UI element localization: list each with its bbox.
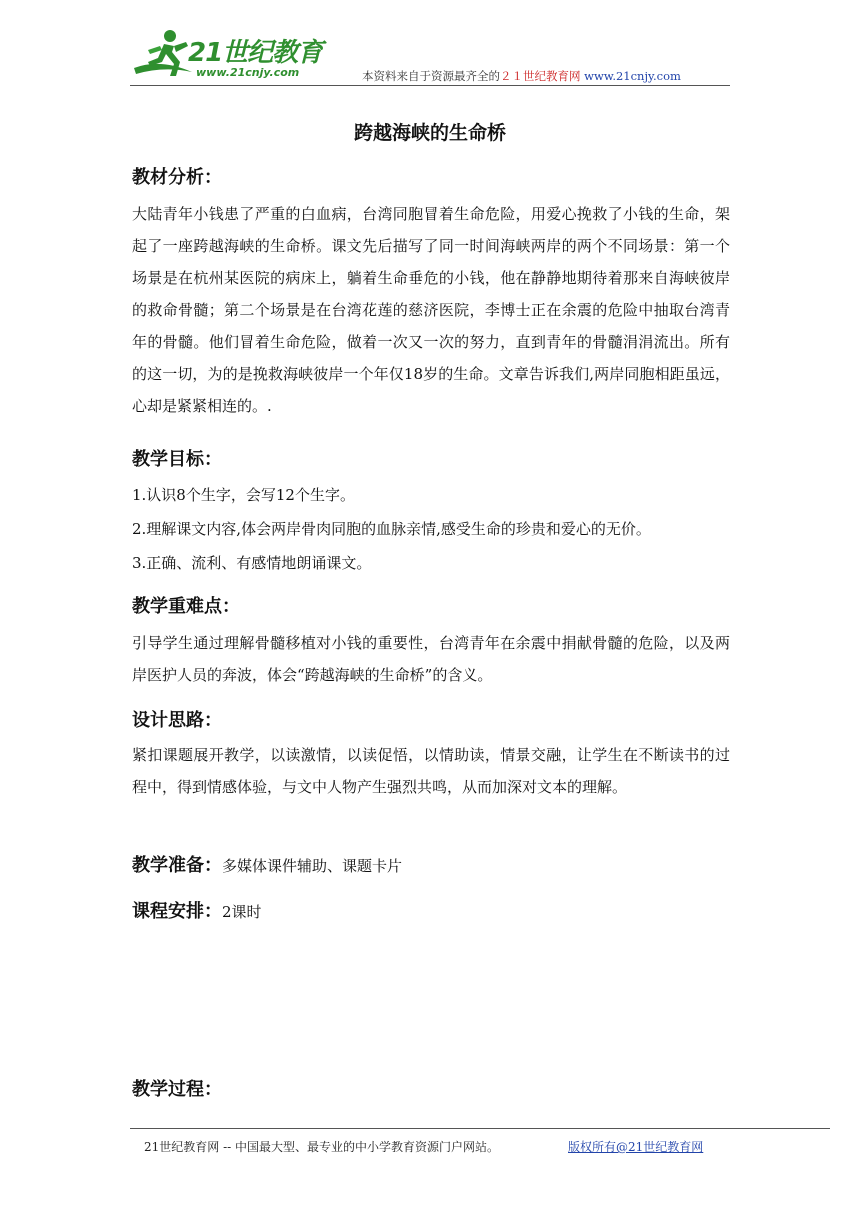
heading-analysis: 教材分析：: [132, 167, 222, 188]
heading-design: 设计思路：: [132, 710, 222, 731]
goal-item-3: 3.正确、流利、有感情地朗诵课文。: [132, 554, 372, 572]
header-note-prefix: 本资料来自于资源最齐全的: [362, 69, 500, 83]
schedule-value: 2课时: [222, 903, 262, 921]
header-note: [362, 68, 681, 84]
footer-copyright-link[interactable]: 版权所有@21世纪教育网: [568, 1140, 704, 1154]
logo-url: www.21cnjy.com: [196, 66, 300, 79]
heading-key-points: 教学重难点：: [132, 596, 240, 617]
preparation-value: 多媒体课件辅助、课题卡片: [222, 857, 403, 875]
goal-item-1: 1.认识8个生字，会写12个生字。: [132, 486, 355, 504]
footer-text: 21世纪教育网 -- 中国最大型、最专业的中小学教育资源门户网站。: [144, 1140, 500, 1154]
site-logo[interactable]: [130, 28, 335, 84]
logo-text: 21世纪教育: [188, 38, 323, 68]
page-header: [130, 28, 730, 86]
design-body: 紧扣课题展开教学，以读激情，以读促悟，以情助读，情景交融，让学生在不断读书的过程中，得到情感体验，与文中人物产生强烈共鸣，从而加深对文本的理解。: [132, 746, 730, 796]
heading-goals: 教学目标：: [132, 449, 222, 470]
header-note-url[interactable]: www.21cnjy.com: [584, 69, 681, 83]
footer-divider: [130, 1128, 830, 1129]
analysis-body: 大陆青年小钱患了严重的白血病，台湾同胞冒着生命危险，用爱心挽救了小钱的生命，架起了一座跨越海峡的生命桥。课文先后描写了同一时间海峡两岸的两个不同场景：第一个场景是在杭州某医院的病床上，躺着生命垂危的小钱，他在静静地期待着那来自海峡彼岸的救命骨髓；第二个场景是在台湾花莲的慈济医院，李博士正在余震的危险中抽取台湾青年的骨髓。他们冒着生命危险，做着一次又一次的努力，直到青年的骨髓涓涓流出。所有的这一切，为的是挽救海峡彼岸一个年仅18岁的生命。文章告诉我们,两岸同胞相距虽远，心却是紧紧相连的。.: [132, 205, 730, 415]
schedule-label: 课程安排：: [132, 901, 222, 922]
preparation-label: 教学准备：: [132, 855, 222, 876]
heading-schedule: [132, 897, 262, 923]
document-title: 跨越海峡的生命桥: [353, 122, 506, 144]
header-divider: [130, 85, 730, 86]
goal-item-2: 2.理解课文内容,体会两岸骨肉同胞的血脉亲情,感受生命的珍贵和爱心的无价。: [132, 520, 651, 538]
heading-process: 教学过程：: [132, 1079, 222, 1100]
heading-preparation: [132, 851, 402, 877]
header-note-brand[interactable]: ２１世纪教育网: [500, 69, 581, 83]
key-points-body: 引导学生通过理解骨髓移植对小钱的重要性，台湾青年在余震中捐献骨髓的危险，以及两岸医护人员的奔波，体会“跨越海峡的生命桥”的含义。: [132, 634, 730, 684]
